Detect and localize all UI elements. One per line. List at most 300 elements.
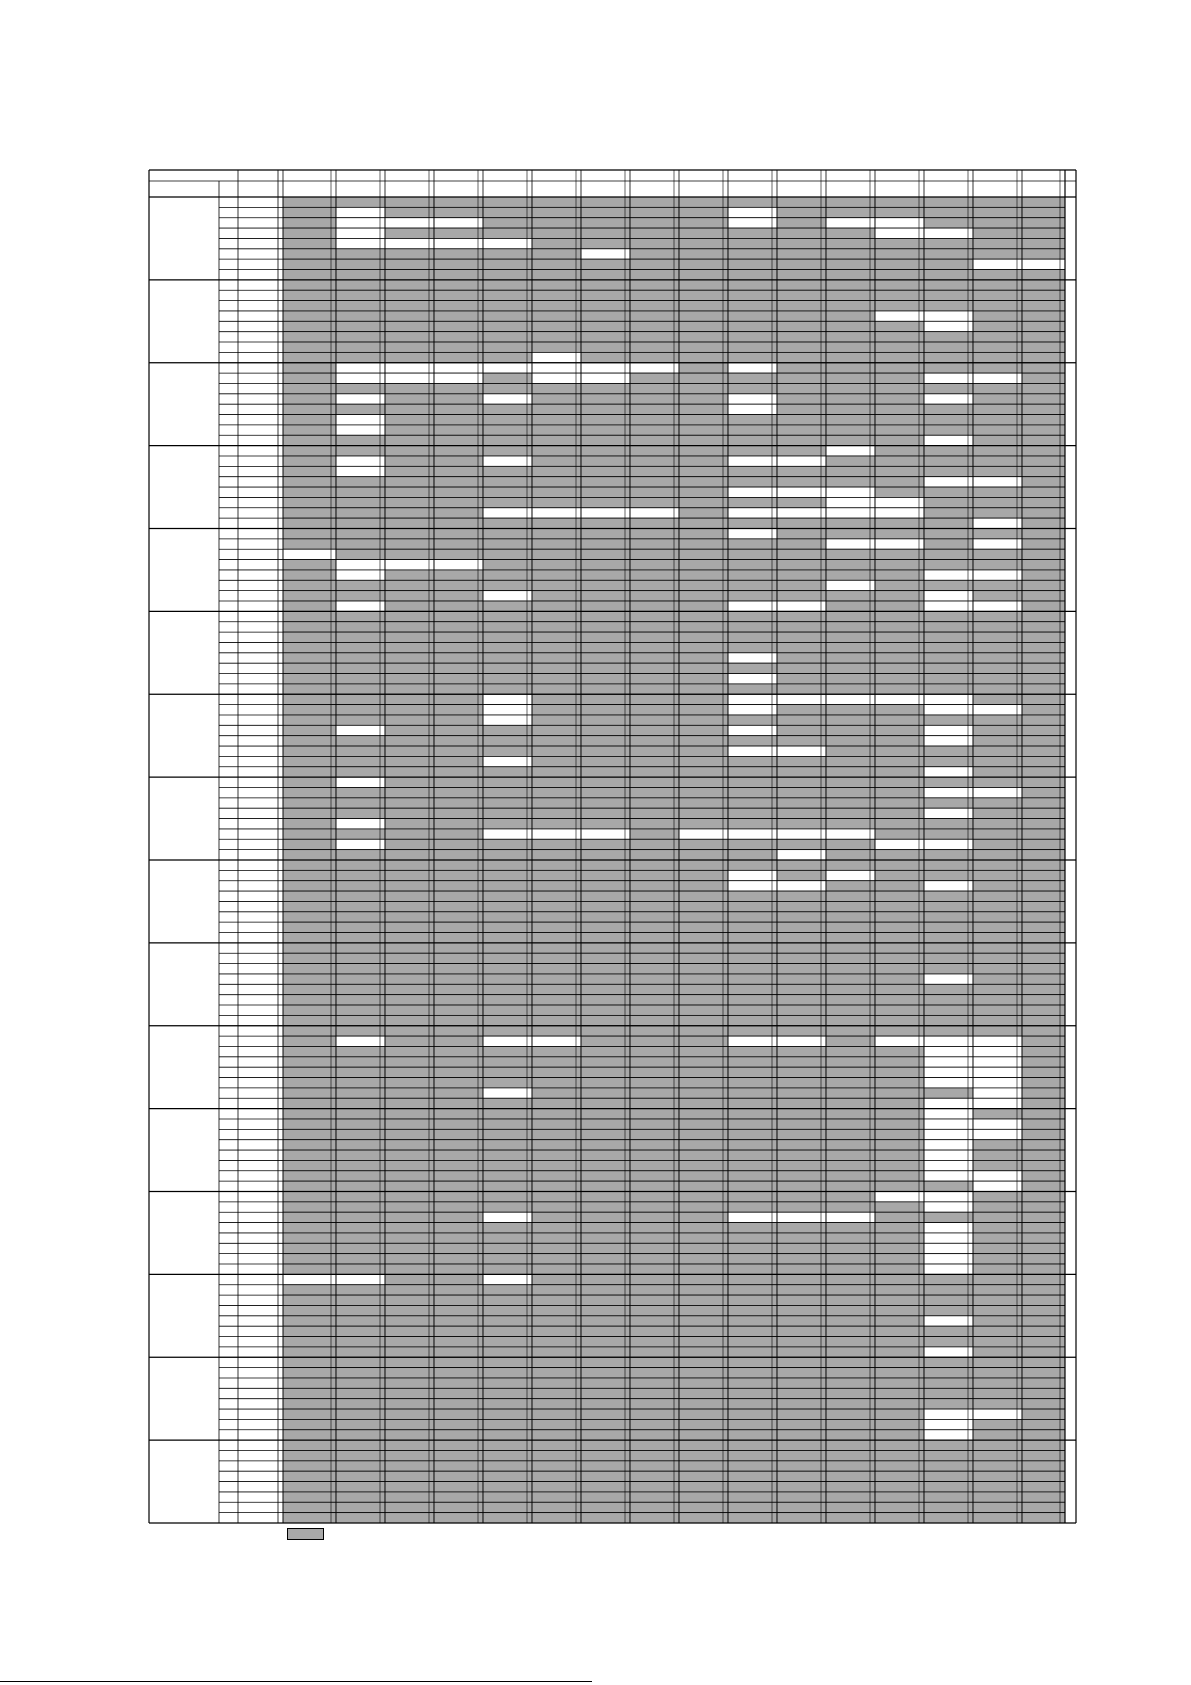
table-cell-filled [336,611,385,621]
table-cell-filled [581,1264,630,1274]
table-cell-filled [728,1492,777,1502]
table-cell-filled [532,798,581,808]
table-cell-filled [483,1223,532,1233]
table-cell-filled [532,1140,581,1150]
table-cell-filled [581,808,630,818]
table-cell-filled [973,891,1022,901]
table-cell-filled [581,1243,630,1253]
table-cell-filled [283,280,336,290]
table-cell-filled [532,632,581,642]
table-cell-filled [973,228,1022,238]
table-cell-filled [283,218,336,228]
table-cell-filled [1022,197,1065,207]
table-cell-filled [1022,352,1065,362]
table-cell-filled [875,1005,924,1015]
table-cell-filled [532,435,581,445]
table-cell-filled [483,570,532,580]
table-cell-filled [924,539,973,549]
table-cell-filled [826,415,875,425]
table-cell-filled [728,197,777,207]
table-cell-empty [336,466,385,476]
table-cell-filled [483,1181,532,1191]
table-cell-filled [385,1492,434,1502]
table-cell-filled [826,767,875,777]
table-cell-filled [1022,1419,1065,1429]
table-cell-filled [581,860,630,870]
table-cell-filled [434,922,483,932]
table-cell-filled [826,1388,875,1398]
table-cell-filled [385,1129,434,1139]
table-cell-filled [875,1368,924,1378]
table-cell-filled [336,1243,385,1253]
table-cell-filled [1022,1378,1065,1388]
table-cell-empty [924,1098,973,1108]
table-cell-filled [434,984,483,994]
table-cell-filled [434,1492,483,1502]
table-cell-filled [581,487,630,497]
table-cell-filled [630,1036,679,1046]
table-cell-filled [826,1357,875,1367]
table-cell-filled [1022,1119,1065,1129]
table-cell-filled [385,891,434,901]
table-cell-filled [777,1378,826,1388]
table-cell-filled [875,1078,924,1088]
table-cell-filled [385,1067,434,1077]
table-cell-filled [434,497,483,507]
table-cell-filled [483,1419,532,1429]
table-cell-filled [385,207,434,217]
table-cell-filled [581,943,630,953]
table-cell-filled [336,1378,385,1388]
table-cell-filled [581,259,630,269]
table-cell-filled [679,1274,728,1284]
table-cell-filled [385,632,434,642]
table-cell-filled [385,1440,434,1450]
table-cell-empty [385,218,434,228]
table-cell-filled [777,1285,826,1295]
table-cell-filled [385,1357,434,1367]
table-cell-filled [336,798,385,808]
table-cell-filled [973,197,1022,207]
table-cell-filled [532,270,581,280]
table-cell-filled [630,1181,679,1191]
table-cell-filled [532,767,581,777]
table-cell-filled [483,1160,532,1170]
table-cell-filled [581,1482,630,1492]
table-cell-empty [728,829,777,839]
table-cell-filled [283,1399,336,1409]
table-cell-filled [283,1212,336,1222]
table-cell-filled [532,1254,581,1264]
table-cell-filled [1022,1057,1065,1067]
table-cell-filled [434,207,483,217]
table-cell-empty [924,736,973,746]
table-cell-filled [483,995,532,1005]
table-cell-filled [581,1450,630,1460]
table-cell-empty [924,1109,973,1119]
table-cell-empty [826,1212,875,1222]
table-cell-filled [728,228,777,238]
table-cell-empty [973,1057,1022,1067]
table-cell-filled [679,1347,728,1357]
table-cell-filled [679,1202,728,1212]
table-cell-filled [1022,539,1065,549]
table-cell-filled [679,249,728,259]
table-cell-filled [532,674,581,684]
table-cell-filled [434,1430,483,1440]
table-cell-filled [434,270,483,280]
table-cell-filled [483,560,532,570]
table-cell-filled [728,1482,777,1492]
table-cell-filled [532,1109,581,1119]
table-cell-filled [875,1098,924,1108]
table-cell-filled [826,1482,875,1492]
table-cell-filled [283,870,336,880]
table-cell-filled [283,1430,336,1440]
table-cell-empty [875,497,924,507]
table-cell-filled [336,1254,385,1264]
table-cell-filled [679,1399,728,1409]
table-cell-filled [283,1160,336,1170]
table-cell-filled [630,601,679,611]
table-cell-filled [728,1305,777,1315]
table-cell-empty [434,373,483,383]
table-cell-filled [581,705,630,715]
table-cell-filled [728,1440,777,1450]
table-cell-filled [875,622,924,632]
table-cell-filled [283,1357,336,1367]
table-cell-filled [924,622,973,632]
table-cell-filled [283,1067,336,1077]
table-cell-empty [728,394,777,404]
table-cell-filled [630,1223,679,1233]
table-cell-empty [973,259,1022,269]
table-cell-filled [826,798,875,808]
table-cell-filled [581,1129,630,1139]
table-cell-filled [679,1264,728,1274]
table-cell-filled [483,1171,532,1181]
table-cell-filled [434,570,483,580]
table-cell-filled [826,1305,875,1315]
table-cell-filled [483,259,532,269]
table-cell-filled [385,1399,434,1409]
table-cell-filled [483,383,532,393]
table-cell-filled [630,435,679,445]
table-cell-filled [875,570,924,580]
table-cell-filled [483,373,532,383]
table-cell-filled [728,560,777,570]
table-cell-filled [728,839,777,849]
table-cell-filled [283,270,336,280]
table-cell-filled [483,933,532,943]
table-cell-empty [924,1347,973,1357]
table-cell-filled [483,611,532,621]
table-cell-filled [630,995,679,1005]
table-cell-filled [630,570,679,580]
table-cell-filled [283,1046,336,1056]
table-cell-filled [434,632,483,642]
table-cell-filled [532,1160,581,1170]
table-cell-filled [434,622,483,632]
table-cell-filled [434,1295,483,1305]
table-cell-filled [434,901,483,911]
table-cell-filled [875,964,924,974]
table-cell-filled [385,1368,434,1378]
table-cell-filled [973,497,1022,507]
table-cell-empty [973,705,1022,715]
table-cell-filled [385,736,434,746]
table-cell-filled [336,1337,385,1347]
table-cell-filled [826,881,875,891]
table-cell-filled [630,301,679,311]
table-cell-filled [581,912,630,922]
table-cell-filled [630,321,679,331]
table-cell-filled [483,1067,532,1077]
table-cell-empty [973,787,1022,797]
table-cell-filled [336,953,385,963]
table-cell-filled [532,1295,581,1305]
table-cell-filled [483,1482,532,1492]
table-cell-filled [283,1119,336,1129]
table-cell-empty [336,1274,385,1284]
table-cell-filled [532,1129,581,1139]
table-cell-filled [1022,974,1065,984]
table-cell-filled [336,1409,385,1419]
table-cell-filled [728,1409,777,1419]
table-cell-filled [1022,1005,1065,1015]
table-cell-empty [924,435,973,445]
table-cell-filled [532,560,581,570]
table-cell-filled [728,1243,777,1253]
table-cell-filled [1022,560,1065,570]
table-cell-filled [483,311,532,321]
table-cell-filled [679,1160,728,1170]
table-cell-filled [532,249,581,259]
table-cell-filled [434,1378,483,1388]
table-cell-filled [630,1378,679,1388]
table-cell-filled [1022,1233,1065,1243]
table-cell-empty [336,839,385,849]
table-cell-filled [581,881,630,891]
table-cell-filled [434,591,483,601]
table-cell-filled [434,487,483,497]
table-cell-filled [875,1171,924,1181]
table-cell-filled [283,1316,336,1326]
table-cell-filled [875,787,924,797]
table-cell-filled [924,1015,973,1025]
table-cell-filled [728,1254,777,1264]
table-cell-filled [581,529,630,539]
table-cell-filled [283,601,336,611]
table-cell-filled [1022,1482,1065,1492]
table-cell-empty [973,1036,1022,1046]
table-cell-filled [679,321,728,331]
table-cell-filled [630,1337,679,1347]
table-cell-filled [283,1015,336,1025]
table-cell-filled [336,1212,385,1222]
table-cell-filled [581,591,630,601]
table-cell-empty [826,580,875,590]
table-cell-filled [728,1326,777,1336]
table-cell-filled [581,1109,630,1119]
table-cell-filled [434,1264,483,1274]
table-cell-filled [679,529,728,539]
table-cell-filled [630,798,679,808]
table-cell-filled [385,539,434,549]
table-cell-filled [1022,819,1065,829]
table-cell-filled [1022,891,1065,901]
table-cell-filled [973,1461,1022,1471]
table-cell-filled [679,694,728,704]
table-cell-filled [483,529,532,539]
table-cell-filled [679,332,728,342]
table-cell-filled [777,1129,826,1139]
table-cell-filled [679,870,728,880]
table-cell-filled [385,922,434,932]
table-cell-filled [483,922,532,932]
table-cell-filled [434,943,483,953]
table-cell-filled [679,1109,728,1119]
table-cell-filled [336,1471,385,1481]
table-cell-filled [679,466,728,476]
table-cell-filled [728,415,777,425]
table-cell-filled [728,1233,777,1243]
table-cell-filled [777,332,826,342]
table-cell-empty [924,839,973,849]
table-cell-empty [336,560,385,570]
table-cell-filled [283,497,336,507]
table-cell-filled [924,508,973,518]
table-cell-empty [630,363,679,373]
table-cell-filled [973,922,1022,932]
table-cell-filled [532,1015,581,1025]
table-cell-filled [385,549,434,559]
table-cell-filled [630,1057,679,1067]
table-cell-filled [630,1285,679,1295]
table-cell-filled [728,1181,777,1191]
table-cell-filled [385,964,434,974]
table-cell-filled [826,860,875,870]
table-cell-filled [385,270,434,280]
table-cell-filled [336,705,385,715]
table-cell-filled [679,1378,728,1388]
table-cell-filled [434,342,483,352]
table-cell-filled [434,1243,483,1253]
table-cell-empty [875,1036,924,1046]
table-cell-filled [336,1192,385,1202]
table-cell-filled [1022,228,1065,238]
table-cell-filled [581,1388,630,1398]
table-cell-filled [875,1347,924,1357]
table-cell-filled [336,1482,385,1492]
table-cell-empty [679,829,728,839]
table-cell-filled [826,601,875,611]
table-cell-filled [679,1119,728,1129]
table-cell-filled [283,974,336,984]
table-cell-filled [283,342,336,352]
table-cell-filled [483,1368,532,1378]
table-cell-filled [283,487,336,497]
table-cell-filled [728,632,777,642]
table-cell-filled [532,415,581,425]
table-cell-filled [581,1223,630,1233]
table-cell-empty [973,601,1022,611]
table-cell-filled [1022,394,1065,404]
table-cell-filled [777,352,826,362]
table-cell-filled [483,860,532,870]
table-cell-filled [973,901,1022,911]
table-cell-filled [581,352,630,362]
table-cell-filled [777,984,826,994]
table-cell-filled [581,1295,630,1305]
table-cell-filled [581,1078,630,1088]
table-cell-filled [336,1129,385,1139]
table-cell-filled [483,1513,532,1523]
table-cell-filled [777,974,826,984]
table-cell-filled [875,1357,924,1367]
table-cell-filled [630,1088,679,1098]
table-cell-filled [826,352,875,362]
table-cell-empty [875,508,924,518]
table-cell-filled [875,207,924,217]
table-cell-filled [875,746,924,756]
table-cell-empty [875,694,924,704]
table-cell-filled [630,953,679,963]
table-cell-filled [679,1357,728,1367]
table-cell-filled [581,394,630,404]
table-cell-filled [283,819,336,829]
table-cell-filled [630,1233,679,1243]
table-cell-filled [875,1285,924,1295]
table-cell-filled [973,1399,1022,1409]
table-cell-filled [385,290,434,300]
table-cell-filled [385,1233,434,1243]
table-cell-filled [1022,694,1065,704]
table-cell-filled [924,984,973,994]
table-cell-empty [973,477,1022,487]
table-cell-filled [434,829,483,839]
table-cell-filled [679,1440,728,1450]
table-cell-filled [630,1388,679,1398]
table-cell-filled [777,342,826,352]
table-cell-empty [777,829,826,839]
table-cell-filled [728,466,777,476]
table-cell-filled [532,964,581,974]
table-cell-filled [630,1015,679,1025]
table-cell-filled [777,539,826,549]
table-cell-filled [973,383,1022,393]
table-cell-filled [385,715,434,725]
table-cell-filled [630,1119,679,1129]
table-cell-filled [973,725,1022,735]
table-cell-filled [532,497,581,507]
table-cell-filled [973,270,1022,280]
table-cell-filled [532,694,581,704]
table-cell-filled [434,995,483,1005]
table-cell-filled [385,1430,434,1440]
table-cell-filled [283,684,336,694]
table-cell-filled [385,1388,434,1398]
table-cell-filled [532,1078,581,1088]
table-cell-empty [924,1119,973,1129]
table-cell-filled [826,280,875,290]
table-cell-filled [581,1305,630,1315]
table-cell-filled [777,280,826,290]
table-cell-filled [1022,1461,1065,1471]
table-cell-filled [1022,1160,1065,1170]
table-cell-filled [483,1347,532,1357]
table-cell-filled [679,290,728,300]
